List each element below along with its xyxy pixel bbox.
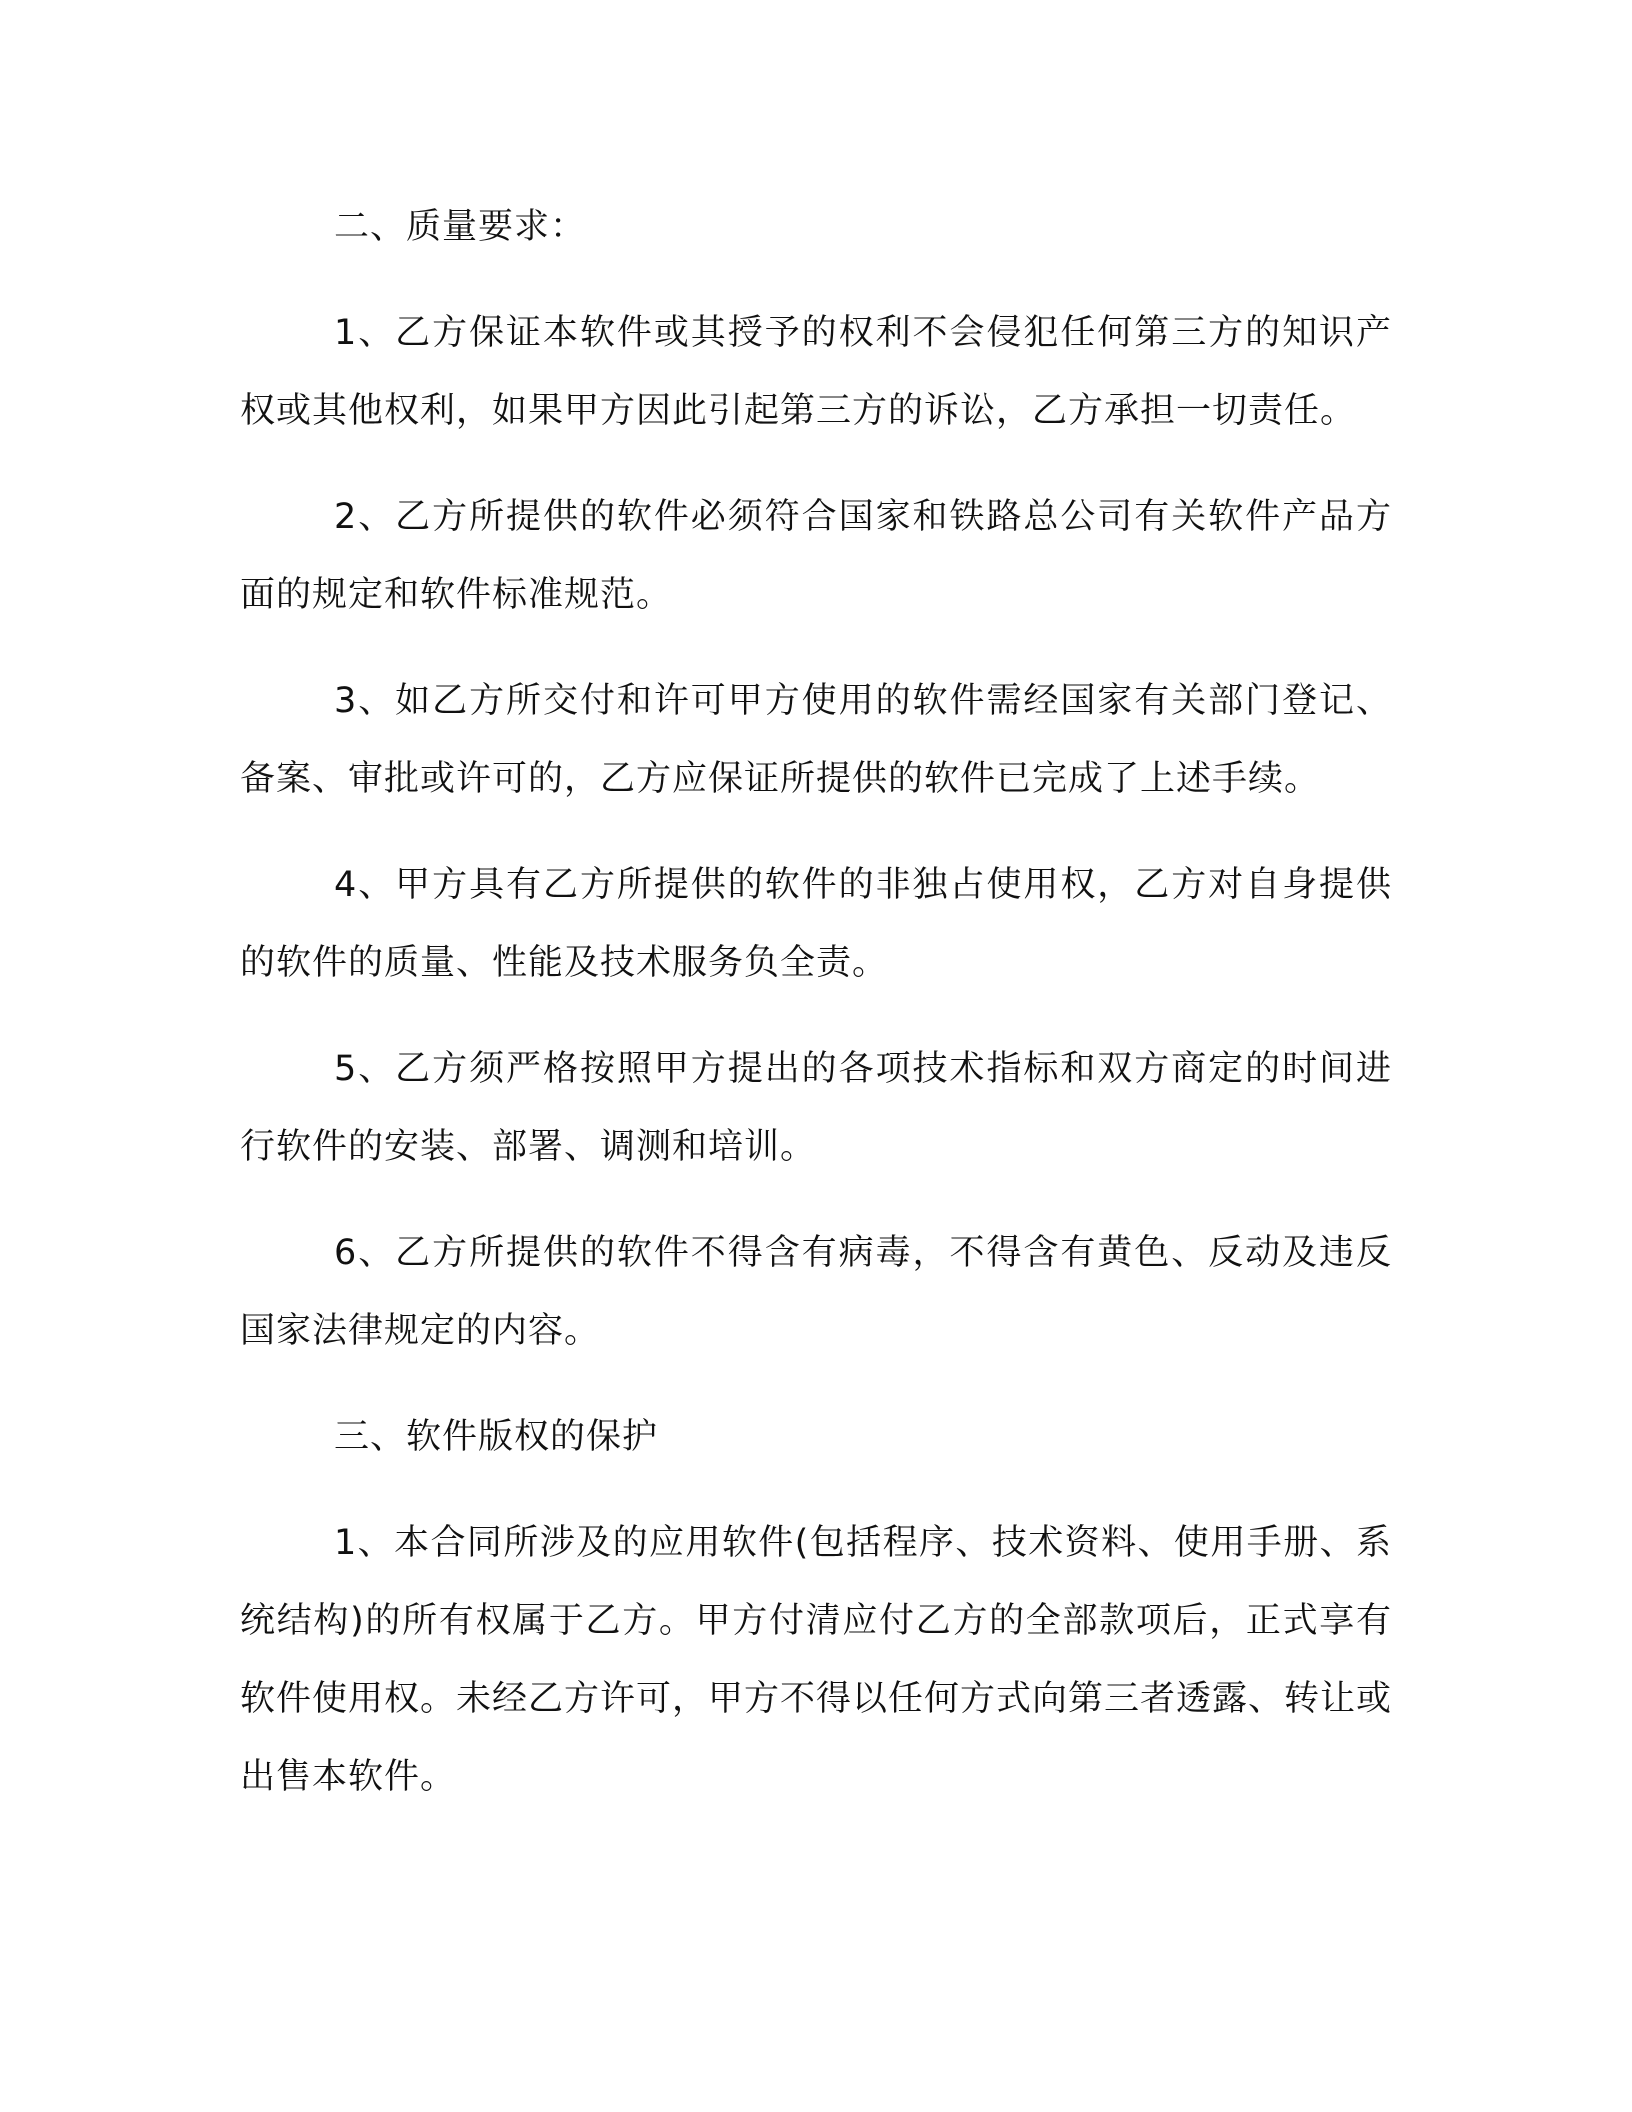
document-body [240, 188, 1392, 1816]
paragraph-quality-1: 1、乙方保证本软件或其授予的权利不会侵犯任何第三方的知识产权或其他权利，如果甲方因此引起第三方的诉讼，乙方承担一切责任。 [240, 313, 1392, 431]
paragraph-quality-2: 2、乙方所提供的软件必须符合国家和铁路总公司有关软件产品方面的规定和软件标准规范。 [240, 497, 1392, 615]
paragraph-quality-3: 3、如乙方所交付和许可甲方使用的软件需经国家有关部门登记、备案、审批或许可的，乙方应保证所提供的软件已完成了上述手续。 [240, 681, 1392, 799]
paragraph-quality-6: 6、乙方所提供的软件不得含有病毒，不得含有黄色、反动及违反国家法律规定的内容。 [240, 1233, 1392, 1351]
paragraph-quality-4: 4、甲方具有乙方所提供的软件的非独占使用权，乙方对自身提供的软件的质量、性能及技术服务负全责。 [240, 865, 1392, 983]
paragraph-copyright-1: 1、本合同所涉及的应用软件(包括程序、技术资料、使用手册、系统结构)的所有权属于乙方。甲方付清应付乙方的全部款项后，正式享有软件使用权。未经乙方许可，甲方不得以任何方式向第三者透露、转让或出售本软件。 [240, 1523, 1393, 1797]
paragraph-quality-5: 5、乙方须严格按照甲方提出的各项技术指标和双方商定的时间进行软件的安装、部署、调测和培训。 [240, 1049, 1392, 1167]
section-heading-copyright: 三、软件版权的保护 [334, 1417, 659, 1457]
section-heading-quality: 二、质量要求： [334, 207, 587, 247]
